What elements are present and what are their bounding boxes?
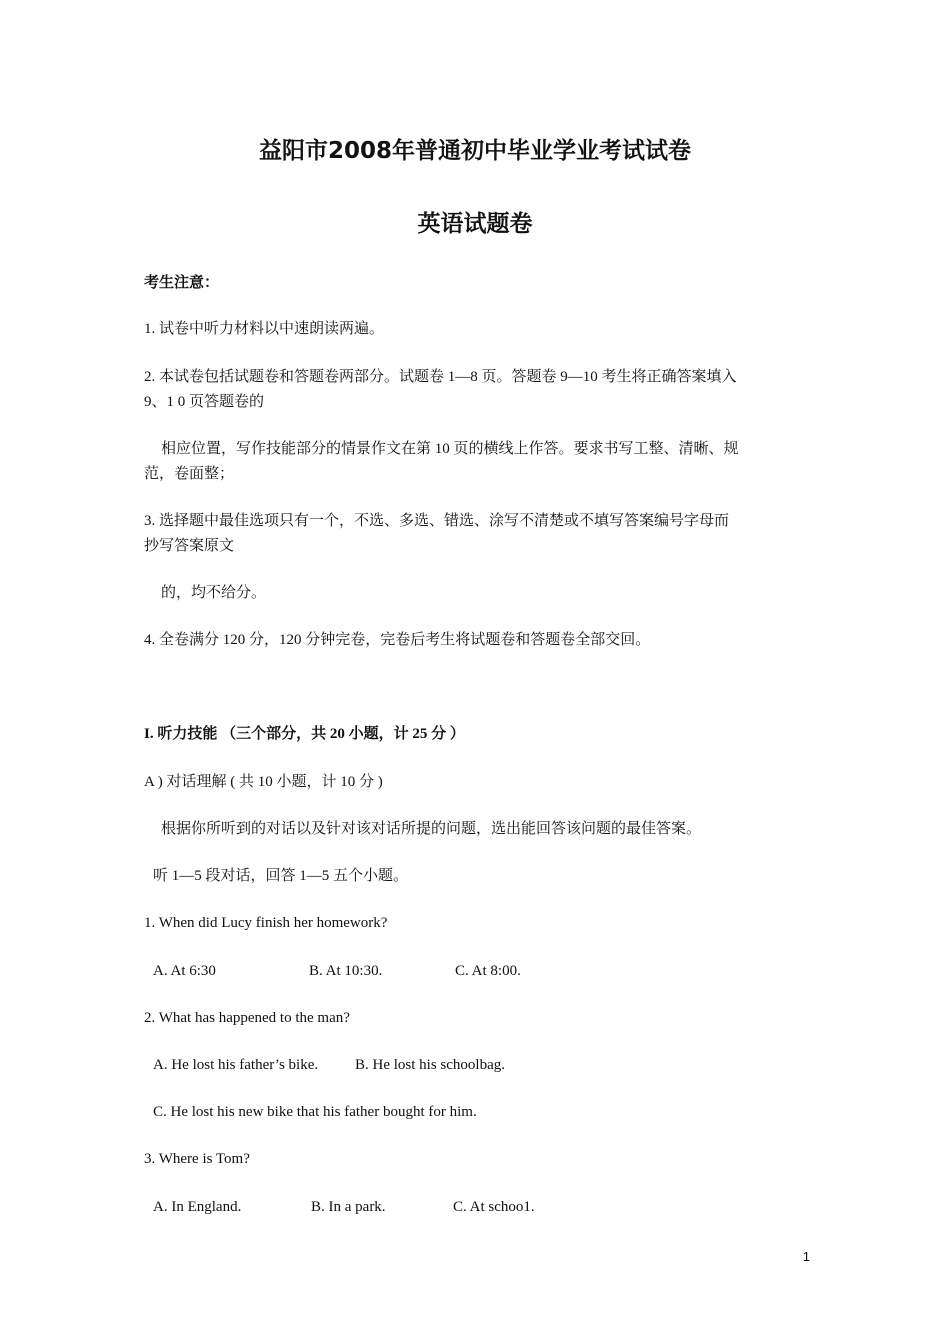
section-1-heading: I. 听力技能 （三个部分，共 20 小题，计 25 分 ） bbox=[144, 726, 465, 742]
question-3-option-a: A. In England. bbox=[153, 1199, 242, 1215]
notice-item-2-line-4: 范，卷面整； bbox=[144, 466, 235, 482]
question-1-stem: 1. When did Lucy finish her homework? bbox=[144, 915, 388, 931]
notice-item-3-line-2: 抄写答案原文 bbox=[144, 538, 235, 554]
notice-item-3-line-3: 的，均不给分。 bbox=[161, 585, 267, 601]
listen-instruction: 听 1—5 段对话，回答 1—5 五个小题。 bbox=[153, 868, 409, 884]
question-2-stem: 2. What has happened to the man? bbox=[144, 1010, 350, 1026]
question-2-options bbox=[144, 1052, 819, 1078]
part-a-heading: A ) 对话理解 ( 共 10 小题，计 10 分 ) bbox=[144, 774, 383, 790]
part-a-instruction: 根据你所听到的对话以及针对该对话所提的问题，选出能回答该问题的最佳答案。 bbox=[161, 821, 702, 837]
notice-item-2-line-1: 2. 本试卷包括试题卷和答题卷两部分。试题卷 1—8 页。答题卷 9—10 考生将正确答案填入 bbox=[144, 369, 737, 385]
question-2-option-c: C. He lost his new bike that his father bought for him. bbox=[153, 1104, 477, 1120]
question-3-options bbox=[144, 1194, 819, 1220]
page-number: 1 bbox=[802, 1249, 810, 1264]
question-3-option-b: B. In a park. bbox=[311, 1199, 386, 1215]
notice-heading: 考生注意： bbox=[144, 275, 220, 291]
notice-item-4: 4. 全卷满分 120 分，120 分钟完卷，完卷后考生将试题卷和答题卷全部交回。 bbox=[144, 632, 651, 648]
question-3-option-c: C. At schoo1. bbox=[453, 1199, 535, 1215]
question-2-option-a: A. He lost his father’s bike. bbox=[153, 1057, 319, 1073]
notice-item-1: 1. 试卷中听力材料以中速朗读两遍。 bbox=[144, 321, 385, 337]
exam-title: 益阳市2008年普通初中毕业学业考试试卷 bbox=[258, 138, 691, 164]
question-1-option-c: C. At 8:00. bbox=[455, 963, 521, 979]
question-1-option-a: A. At 6:30 bbox=[153, 963, 216, 979]
notice-item-2-line-2: 9、1 0 页答题卷的 bbox=[144, 394, 265, 410]
notice-item-2-line-3: 相应位置，写作技能部分的情景作文在第 10 页的横线上作答。要求书写工整、清晰、规 bbox=[161, 441, 739, 457]
question-2-option-b: B. He lost his schoolbag. bbox=[355, 1057, 505, 1073]
question-1-option-b: B. At 10:30. bbox=[309, 963, 383, 979]
notice-item-3-line-1: 3. 选择题中最佳选项只有一个，不选、多选、错选、涂写不清楚或不填写答案编号字母而 bbox=[144, 513, 730, 529]
question-3-stem: 3. Where is Tom? bbox=[144, 1151, 250, 1167]
question-1-options bbox=[144, 958, 819, 984]
exam-subtitle: 英语试题卷 bbox=[417, 211, 533, 237]
